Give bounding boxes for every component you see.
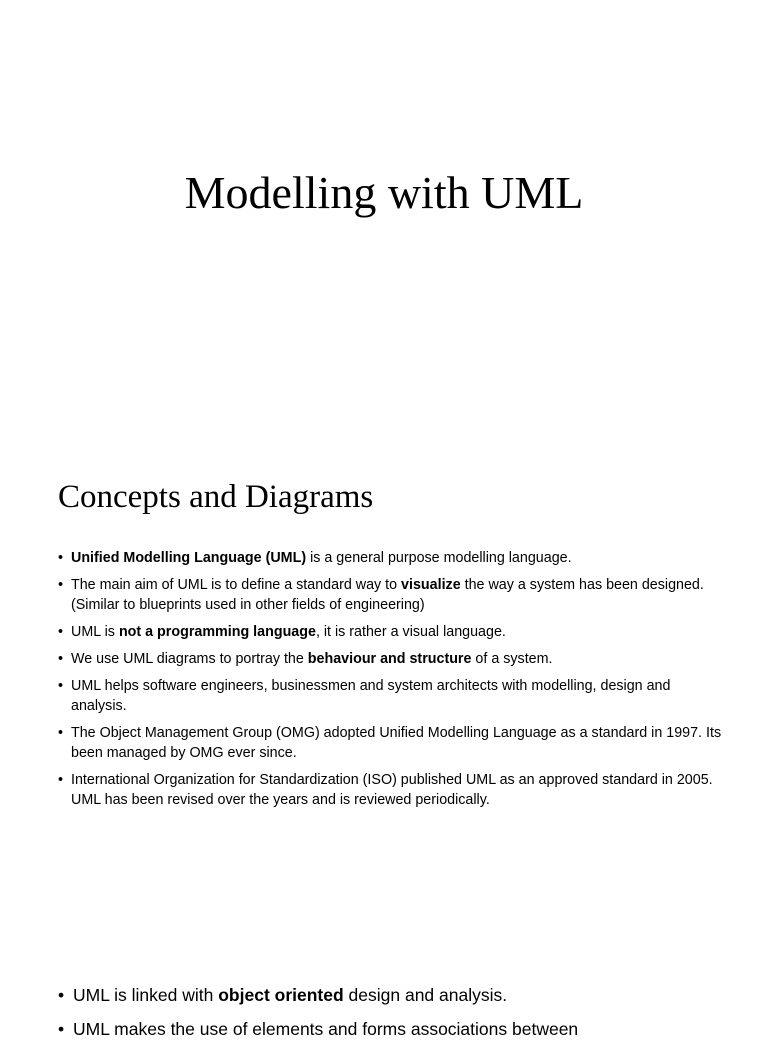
bullet-bold-text: behaviour and structure (307, 651, 472, 667)
bullet-item (58, 575, 728, 615)
bullet-marker: • (58, 678, 64, 694)
bullet-marker: • (58, 624, 64, 640)
bullet-text: design and analysis. (343, 985, 508, 1005)
bullet-item (58, 622, 728, 642)
bullet-bold-text: not a programming language (118, 624, 316, 640)
bullet-bold-text: visualize (401, 577, 461, 593)
bullet-marker: • (58, 577, 64, 593)
uml-oo-slide (0, 864, 768, 1039)
bullet-list (58, 548, 728, 817)
bullet-list (58, 982, 758, 1050)
bullet-item (58, 982, 758, 1008)
bullet-text: , it is rather a visual language. (315, 624, 506, 640)
bullet-item (58, 770, 728, 810)
bullet-text: We use UML diagrams to portray the (71, 651, 308, 667)
bullet-text: International Organization for Standardization (ISO) published UML as an approved standard in 2005. UML has been revised over the years and is reviewed periodically. (71, 772, 713, 808)
bullet-marker: • (58, 651, 64, 667)
bullet-text: UML makes the use of elements and forms associations between (73, 1019, 579, 1039)
bullet-marker: • (58, 1019, 65, 1039)
bullet-text: is a general purpose modelling language. (306, 550, 572, 566)
slide-heading: Concepts and Diagrams (58, 479, 374, 515)
bullet-text: The main aim of UML is to define a standard way to (71, 577, 402, 593)
bullet-text: the way a system has been designed. (Similar to blueprints used in other fields of engineering) (71, 577, 704, 613)
bullet-marker: • (58, 985, 65, 1005)
bullet-item (58, 548, 728, 568)
bullet-item (58, 1016, 758, 1042)
bullet-bold-text: Unified Modelling Language (UML) (71, 550, 307, 566)
bullet-text: of a system. (471, 651, 553, 667)
bullet-item (58, 676, 728, 716)
bullet-text: The Object Management Group (OMG) adopted Unified Modelling Language as a standard in 1997. Its been managed by OMG ever since. (71, 725, 722, 761)
bullet-item (58, 723, 728, 763)
bullet-text: UML helps software engineers, businessmen and system architects with modelling, design and analysis. (71, 678, 671, 714)
bullet-bold-text: object oriented (218, 985, 344, 1005)
title-slide (0, 0, 768, 432)
slide-title: Modelling with UML (184, 167, 584, 218)
bullet-text: UML is linked with (73, 985, 219, 1005)
bullet-marker: • (58, 725, 64, 741)
bullet-marker: • (58, 772, 64, 788)
bullet-marker: • (58, 550, 64, 566)
bullet-item (58, 649, 728, 669)
bullet-text: UML is (71, 624, 119, 640)
concepts-slide (0, 432, 768, 864)
